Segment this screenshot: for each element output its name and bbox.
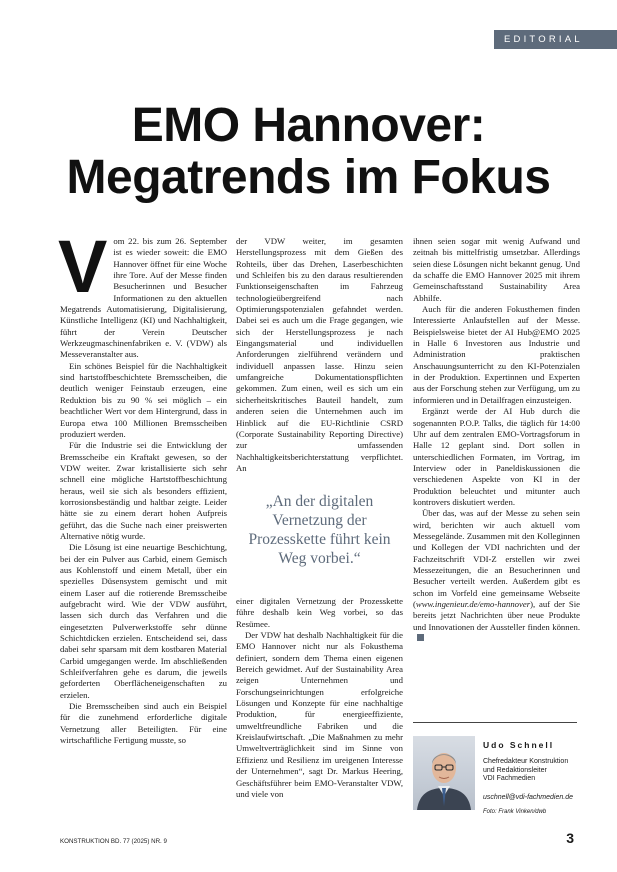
paragraph: Ergänzt werde der AI Hub durch die sogenannten P.O.P. Talks, die täglich für 14:00 Uhr auf dem zentralen EMO-Vortragsforum in Halle 12 geplant sind. Dort sollen in unterschiedlichen Formaten, im Vortrag, im Interview oder in Paneldiskussionen die verschiedenen Aspekte von KI in der Produktion beleuchtet und mitunter auch kontrovers diskutiert werden.: [413, 406, 580, 507]
website-link[interactable]: www.ingenieur.de/emo-hannover: [415, 599, 531, 609]
end-mark-icon: [417, 634, 424, 641]
paragraph: Über das, was auf der Messe zu sehen sein wird, berichten wir auch aktuell vom Messegelände. Zusammen mit den Kolleginnen und Kollegen der VDI nachrichten und der Fachzeitschrift VDI-Z erstellen wir zwei Messezeitungen, die an Besucherinnen und Besucher verteilt werden. Außerdem gibt es schon im Vorfeld eine gemeinsame Webseite (www.ingenieur.de/emo-hannover), auf der Sie bereits jetzt Nachrichten über neue Produkte und Innovationen der Aussteller finden können.: [413, 508, 580, 644]
headline-line-1: EMO Hannover:: [131, 99, 486, 152]
paragraph: [58, 225, 227, 361]
paragraph: Der VDW hat deshalb Nachhaltigkeit für die EMO Hannover nicht nur als Fokusthema definiert, sondern dem Thema einen eigenen Bereich gewidmet. Auf der Sustainability Area zeigen Unternehmen und Forschungseinrichtungen erfolgreiche Lösungen und Konzepte für eine nachhaltige Produktion, für energieeffiziente, umweltfreundliche Fabriken und die Kreislaufwirtschaft. „Die Maßnahmen zu mehr Umweltverträglichkeit sind im Sinne von Effizienz und Resilienz im ureigenen Interesse der Unternehmen“, sagt Dr. Markus Heering, Geschäftsführer beim EMO-Veranstalter VDW, und viele von: [236, 630, 403, 799]
author-portrait-icon: [413, 736, 475, 810]
page-number: 3: [566, 830, 574, 846]
paragraph-text: om 22. bis zum 26. September ist es wieder soweit: die EMO Hannover öffnet für eine Woche ihre Tore. Auf der Messe finden Besucherinnen und Besucher Informationen zu den aktuellen Megatrends Automatisierung, Digitalisierung, Künstliche Intelligenz (KI) und Nachhaltigkeit, führt der Verein Deutscher Werkzeugmaschinenfabriken e. V. (VDW) als Messeveranstalter aus.: [60, 236, 227, 360]
paragraph: der VDW weiter, im gesamten Herstellungsprozess mit dem Gießen des Rohteils, über das Drehen, Laserbeschichten und Schleifen bis zu den daraus resultierenden Funktionseigenschaften im Fahrzeug technologieübergreifend nach Optimierungspotenzialen gefahndet werden. Dabei sei es auch um die Frage gegangen, wie sich der Herstellungsprozess je nach Eingangsmaterial und individuellen Anforderungen zielführend verändern und individuell anpassen lasse. Hinzu seien umfangreiche Dokumentationspflichten gekommen. Zum einen, weil es sich um ein sicherheitskritisches Bauteil handelt, zum anderen seien die Unternehmen auch im Hinblick auf die EU-Richtlinie CSRD (Corporate Sustainability Reporting Directive) zur umfassenden Nachhaltigkeitsberichterstattung verpflichtet. An: [236, 236, 403, 473]
paragraph: Ein schönes Beispiel für die Nachhaltigkeit sind hartstoffbeschichtete Bremsscheiben, die deutlich weniger Feinstaub erzeugen, eine Reduktion bis zu 90 % sei möglich – ein beachtlicher Wert vor dem Hintergrund, dass in Europa etwa 100 Millionen Bremsscheiben produziert werden.: [60, 360, 227, 439]
article-column-2-top: [236, 236, 403, 474]
article-column-3: [413, 236, 580, 644]
author-photo: [413, 736, 475, 810]
photo-credit: Foto: Frank Vinken/dwb: [483, 808, 547, 815]
paragraph-text: Über das, was auf der Messe zu sehen sein wird, berichten wir auch aktuell vom Messegelände. Zusammen mit den Kolleginnen und Kollegen der VDI nachrichten und der Fachzeitschrift VDI-Z erstellen wir zwei Messezeitungen, die an Besucherinnen und Besucher verteilt werden. Außerdem gibt es schon im Vorfeld eine gemeinsame Webseite: [413, 508, 580, 598]
article-column-2-bottom: [236, 596, 403, 800]
author-info: [483, 740, 583, 815]
section-tag: EDITORIAL: [494, 30, 617, 49]
paragraph-text: , auf der Sie bereits jetzt Nachrichten über neue Produkte und Innovationen der Aussteller finden können.: [413, 599, 580, 632]
headline: [0, 100, 617, 204]
drop-cap: V: [58, 225, 108, 308]
article-column-1: [58, 225, 227, 746]
paragraph: Auch für die anderen Fokusthemen finden Interessierte Anlaufstellen auf der Messe. Beispielsweise bietet der AI Hub@EMO 2025 in Halle 6 Investoren aus Industrie und Administration praktischen Anschauungsunterricht zu den KI-Potenzialen in der Produktion. Expertinnen und Experten aus der Forschung stehen zur Verfügung, um zu informieren und in Detailfragen einzusteigen.: [413, 304, 580, 405]
headline-line-2: Megatrends im Fokus: [66, 151, 551, 204]
author-role: Chefredakteur Konstruktion und Redaktionsleiter VDI Fachmedien: [483, 758, 569, 783]
paragraph: einer digitalen Vernetzung der Prozesskette führe deshalb kein Weg vorbei, so das Resümee.: [236, 596, 403, 629]
paragraph: Die Bremsscheiben sind auch ein Beispiel für die zunehmend erforderliche digitale Vernetzung aller Beteiligten. Für eine wirtschaftliche Fertigung musste, so: [60, 701, 227, 746]
paragraph: Für die Industrie sei die Entwicklung der Bremsscheibe ein Kraftakt gewesen, so der VDW weiter. Zwar kristallisierte sich sehr schnell eine mögliche Hartstoffbeschichtung heraus, weil sie sich als besonders effizient, korrosionsbeständig und haltbar zeigte. Leider hätte sie zu einem derart hohen Aufpreis geführt, das die Suche nach einer preiswerten Alternative nötig wurde.: [60, 440, 227, 541]
journal-footer: KONSTRUKTION BD. 77 (2025) NR. 9: [60, 838, 167, 845]
paragraph: ihnen seien sogar mit wenig Aufwand und zeitnah bis mittelfristig umsetzbar. Allerdings seien diese Lösungen nicht bekannt genug. Und da schaffe die EMO Hannover 2025 mit ihrem Gemeinschaftsstand Sustainability Area Abhilfe.: [413, 236, 580, 303]
pull-quote: „An der digitalen Vernetzung der Prozesskette führt kein Weg vorbei.“: [248, 493, 391, 567]
paragraph: Die Lösung ist eine neuartige Beschichtung, bei der ein Pulver aus Carbid, einem Gemisch aus Kohlenstoff und einem Metall, über ein spezielles Düsensystem gemischt und mit einem Laser auf die rotierende Bremsscheibe aufgebracht wird. Wie der VDW ausführt, lassen sich durch das Verfahren und die eingesetzten Pulverwerkstoffe sehr dünne Schichtdicken erzielen. Entscheidend sei, dass dabei sehr sparsam mit dem kostbaren Material Carbid umgegangen werde. Im abschließenden Schleifverfahren gehe es darum, die jeweils geforderten Oberflächeneigenschaften zu erzielen.: [60, 542, 227, 700]
author-divider: [413, 722, 577, 723]
author-name: Udo Schnell: [483, 740, 555, 750]
author-email[interactable]: uschnell@vdi-fachmedien.de: [483, 793, 573, 801]
